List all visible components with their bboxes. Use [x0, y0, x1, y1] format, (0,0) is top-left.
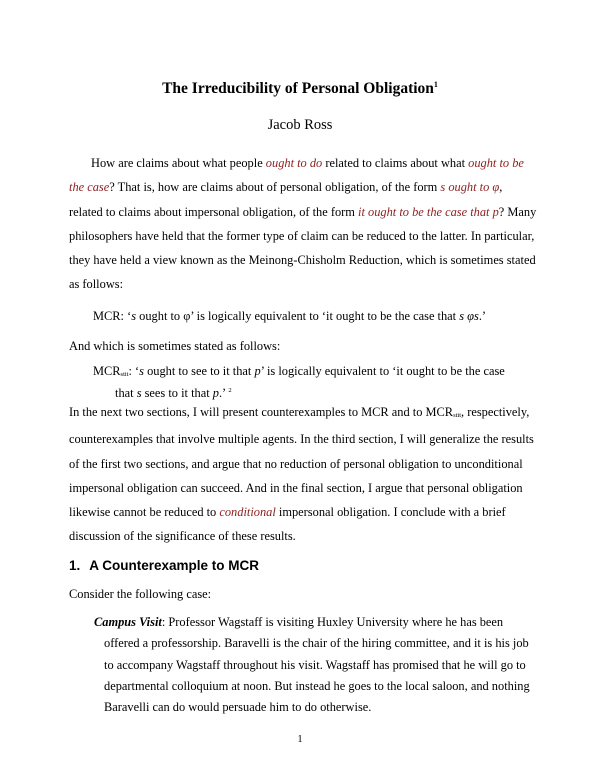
case-text: : Professor Wagstaff is visiting Huxley University where he has been offered a professorship. Baravelli is the chair of the hiring committee, and it is his job to accompany Wagstaff throughout his visit. Wagstaff has promised that he will go to departmental colloquium at noon. But instead he goes to the local saloon, and nothing Baravelli can do would persuade him to do otherwise.: [104, 615, 530, 715]
mcrstit-var-s-2: s: [136, 386, 142, 401]
intro-emph-1: ought to do: [265, 156, 323, 170]
intro-text-2: related to claims about what: [322, 156, 469, 170]
title-text: The Irreducibility of Personal Obligation: [162, 80, 434, 98]
intro-text-5: ? Many philosophers have held that the former type of claim can be reduced to the latter. In particular, they have held a view known as the Meinong-Chisholm Reduction, which is sometimes stated as follows:: [69, 204, 537, 292]
mcr-definition: [93, 309, 486, 324]
mcr-text-2: .’: [478, 309, 487, 323]
mcrstit-text-3: that: [115, 386, 137, 401]
case-description: [94, 612, 536, 718]
intro-text-3: ? That is, how are claims about of personal obligation, of the form: [109, 180, 441, 195]
mcrstit-label: MCR: [93, 364, 121, 378]
next-sections-paragraph: [69, 400, 539, 549]
mcrstit-text-5: .’: [218, 386, 229, 401]
mcrstit-var-p-2: p: [212, 386, 219, 401]
paper-title: [0, 80, 600, 98]
author-name: Jacob Ross: [267, 117, 333, 133]
mcrstit-quote: : ‘: [128, 364, 140, 378]
mcrstit-text-4: sees to it that: [141, 386, 213, 401]
intro-text-1: How are claims about what people: [91, 156, 266, 170]
mcr-var-s-phis: s φs: [459, 309, 479, 323]
mcr-label: MCR:: [93, 309, 128, 323]
next-subscript: stit: [453, 412, 462, 419]
intro-emph-4: it ought to be the case that p: [358, 204, 499, 219]
mcr-text-1: ought to φ’ is logically equivalent to ‘it ought to be the case that: [136, 309, 460, 323]
which-line: And which is sometimes stated as follows:: [69, 339, 281, 353]
next-emph: conditional: [219, 505, 276, 520]
section-heading: [69, 558, 259, 573]
section-number: 1.: [69, 558, 81, 573]
case-label: Campus Visit: [94, 615, 162, 629]
mcrstit-subscript: stit: [120, 371, 129, 378]
intro-emph-3: s ought to φ: [440, 180, 500, 195]
intro-emph-2: ought to be the case: [69, 156, 524, 195]
intro-paragraph: [69, 151, 539, 297]
mcrstit-text-1: ought to see to it that: [144, 364, 255, 378]
mcr-quote: ‘: [127, 309, 132, 323]
mcr-var-s: s: [131, 309, 137, 323]
next-text-3: impersonal obligation. I conclude with a brief discussion of the significance of these results.: [69, 505, 506, 544]
mcrstit-var-s: s: [139, 364, 144, 378]
title-footnote-marker[interactable]: 1: [433, 80, 438, 89]
footnote-marker-2[interactable]: 2: [228, 387, 232, 394]
next-text-1: In the next two sections, I will present counterexamples to MCR and to MCR: [69, 405, 454, 419]
consider-line: Consider the following case:: [69, 587, 212, 601]
page-number: 1: [297, 734, 303, 745]
next-text-2: , respectively, counterexamples that involve multiple agents. In the third section, I will generalize the results of the first two sections, and argue that no reduction of personal obligation to unconditional impersonal obligation can succeed. And in the final section, I argue that personal obligation likewise cannot be reduced to: [69, 405, 534, 520]
mcrstit-var-p: p: [254, 364, 261, 378]
mcr-stit-definition: [93, 363, 505, 402]
intro-text-4: , related to claims about impersonal obligation, of the form: [69, 180, 503, 219]
mcrstit-text-2: ’ is logically equivalent to ‘it ought to be the case: [260, 364, 505, 378]
section-title: A Counterexample to MCR: [89, 558, 260, 573]
